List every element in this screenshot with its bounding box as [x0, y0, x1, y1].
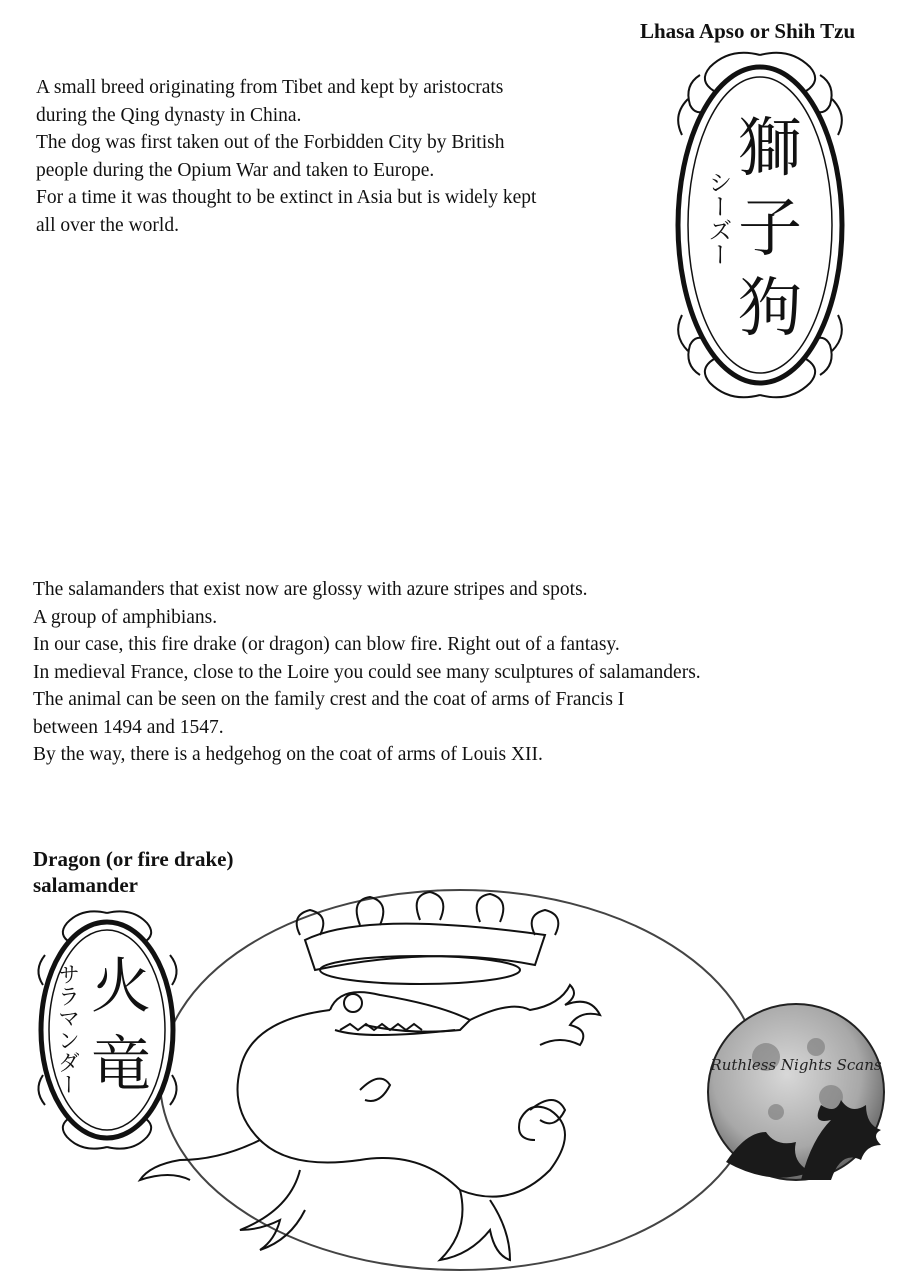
text-line: between 1494 and 1547.: [33, 716, 224, 738]
text-line: By the way, there is a hedgehog on the coat of arms of Louis XII.: [33, 744, 543, 765]
salamander-title-line: salamander: [33, 873, 138, 897]
cartouche-reading: シーズー: [704, 170, 732, 266]
salamander-description: [33, 576, 701, 769]
shih-tzu-title: Lhasa Apso or Shih Tzu: [640, 19, 856, 43]
cartouche-reading: サラマンダー: [54, 963, 80, 1095]
cartouche-kanji: 狗: [738, 272, 802, 346]
scanlator-credit-text: Ruthless Nights Scans: [710, 1056, 882, 1074]
crown-icon: [297, 892, 559, 984]
text-line: The salamanders that exist now are glossy with azure stripes and spots.: [33, 579, 588, 600]
cartouche-kanji: 竜: [91, 1030, 151, 1100]
salamander-title-line: Dragon (or fire drake): [33, 847, 234, 871]
text-line: A small breed originating from Tibet and kept by aristocrats: [36, 77, 504, 98]
text-line: all over the world.: [36, 214, 179, 236]
text-line: A group of amphibians.: [33, 606, 218, 628]
text-line: In medieval France, close to the Loire you could see many sculptures of salamanders.: [33, 661, 701, 683]
text-line: In our case, this fire drake (or dragon) can blow fire. Right out of a fantasy.: [33, 634, 620, 655]
text-line: For a time it was thought to be extinct in Asia but is widely kept: [36, 187, 537, 208]
salamander-illustration: [130, 880, 780, 1280]
text-line: The dog was first taken out of the Forbidden City by British: [36, 132, 505, 153]
cartouche-kanji: 子: [738, 192, 802, 266]
shih-tzu-cartouche: [660, 45, 860, 405]
shih-tzu-description: [36, 74, 536, 239]
text-line: people during the Opium War and taken to Europe.: [36, 159, 435, 181]
text-line: during the Qing dynasty in China.: [36, 104, 302, 126]
cartouche-kanji: 獅: [738, 112, 802, 186]
cartouche-kanji: 火: [91, 952, 151, 1022]
text-line: The animal can be seen on the family crest and the coat of arms of Francis I: [33, 689, 625, 710]
salamander-body-icon: [140, 985, 600, 1260]
salamander-cartouche: [25, 905, 190, 1155]
scanlator-credit-badge: [706, 1002, 886, 1182]
